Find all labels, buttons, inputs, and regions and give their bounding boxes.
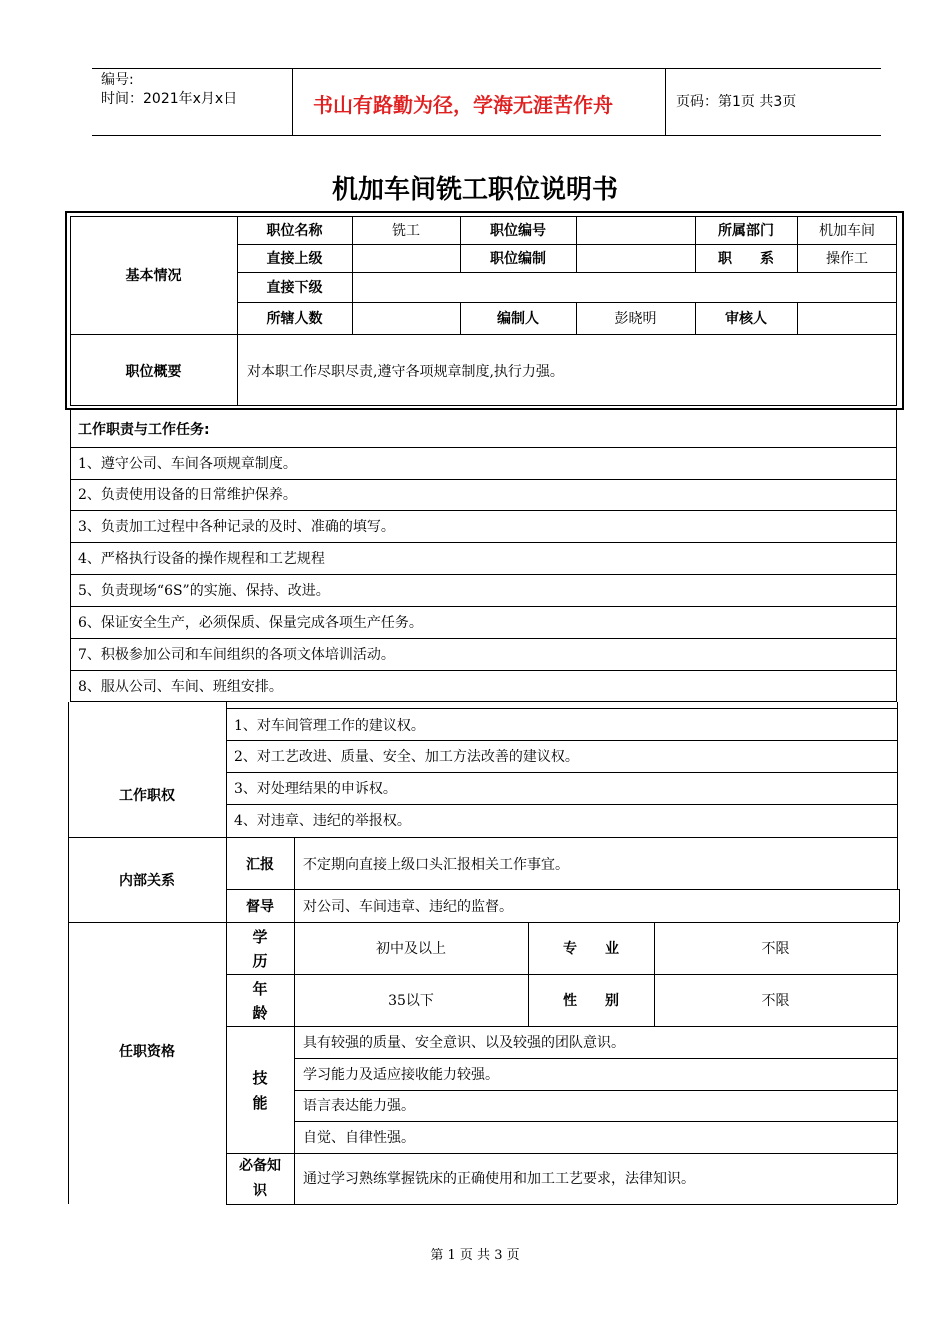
- duty-item: 2、负责使用设备的日常维护保养。: [78, 487, 297, 503]
- duty-item: 1、遵守公司、车间各项规章制度。: [78, 456, 297, 472]
- authority-item: 4、对违章、违纪的举报权。: [234, 813, 411, 829]
- position-name-value: 铣工: [392, 223, 420, 239]
- basic-info-label: 基本情况: [125, 268, 182, 284]
- duty-item: 7、积极参加公司和车间组织的各项文体培训活动。: [78, 647, 395, 663]
- age-label: 年: [252, 980, 268, 998]
- major-label: 专 业: [563, 941, 619, 957]
- superior-label: 直接上级: [266, 251, 323, 267]
- report-label: 汇报: [246, 857, 274, 873]
- knowledge-text: 通过学习熟练掌握铣床的正确使用和加工工艺要求，法律知识。: [303, 1171, 695, 1187]
- duty-item: 8、服从公司、车间、班组安排。: [78, 679, 283, 695]
- headcount-label: 所辖人数: [266, 311, 323, 327]
- position-name-label: 职位名称: [266, 223, 323, 239]
- reviewer-label: 审核人: [725, 311, 767, 327]
- department-value: 机加车间: [819, 223, 875, 239]
- gender-label: 性 别: [563, 993, 619, 1009]
- age-label: 龄: [252, 1004, 268, 1022]
- duty-item: 3、负责加工过程中各种记录的及时、准确的填写。: [78, 519, 395, 535]
- document-title: 机加车间铣工职位说明书: [331, 175, 618, 205]
- supervise-label: 督导: [246, 899, 274, 915]
- department-label: 所属部门: [718, 223, 774, 239]
- skills-label: 技: [252, 1069, 268, 1087]
- duty-item: 4、严格执行设备的操作规程和工艺规程: [78, 551, 325, 567]
- overview-label: 职位概要: [125, 364, 182, 380]
- header-motto: 书山有路勤为径，学海无涯苦作舟: [313, 93, 613, 117]
- header-page-info: 页码：第1页 共3页: [676, 94, 797, 110]
- relations-label: 内部关系: [119, 873, 175, 889]
- gender-value: 不限: [761, 993, 790, 1009]
- document-time: 时间：2021年x月x日: [101, 91, 238, 107]
- qualifications-label: 任职资格: [119, 1044, 175, 1060]
- page-footer: 第 1 页 共 3 页: [430, 1248, 520, 1263]
- supervise-text: 对公司、车间违章、违纪的监督。: [303, 899, 513, 915]
- duty-item: 6、保证安全生产，必须保质、保量完成各项生产任务。: [78, 615, 423, 631]
- report-text: 不定期向直接上级口头汇报相关工作事宜。: [303, 857, 569, 873]
- series-label: 职 系: [718, 251, 774, 267]
- authority-item: 1、对车间管理工作的建议权。: [234, 718, 425, 734]
- position-code-label: 职位编号: [490, 223, 546, 239]
- overview-text: 对本职工作尽职尽责,遵守各项规章制度,执行力强。: [247, 364, 564, 380]
- authority-item: 3、对处理结果的申诉权。: [234, 781, 397, 797]
- duty-item: 5、负责现场“6S”的实施、保持、改进。: [78, 583, 330, 599]
- knowledge-label: 必备知: [239, 1158, 281, 1174]
- authority-item: 2、对工艺改进、质量、安全、加工方法改善的建议权。: [234, 749, 579, 765]
- education-value: 初中及以上: [376, 941, 446, 957]
- major-value: 不限: [761, 941, 790, 957]
- skill-item: 具有较强的质量、安全意识、以及较强的团队意识。: [303, 1035, 625, 1051]
- subordinate-label: 直接下级: [266, 280, 323, 296]
- skill-item: 语言表达能力强。: [303, 1098, 415, 1114]
- knowledge-label: 识: [253, 1183, 267, 1199]
- skills-label: 能: [252, 1094, 268, 1112]
- series-value: 操作工: [826, 251, 868, 267]
- age-value: 35以下: [388, 993, 434, 1009]
- education-label: 学: [252, 928, 268, 946]
- author-label: 编制人: [497, 311, 539, 327]
- skill-item: 自觉、自律性强。: [303, 1130, 415, 1146]
- duties-heading: 工作职责与工作任务:: [78, 422, 210, 438]
- education-label: 历: [252, 952, 268, 970]
- document-number-label: 编号:: [101, 72, 134, 88]
- author-value: 彭晓明: [614, 311, 657, 327]
- establishment-label: 职位编制: [490, 251, 546, 267]
- skill-item: 学习能力及适应接收能力较强。: [303, 1067, 499, 1083]
- authority-label: 工作职权: [119, 788, 175, 804]
